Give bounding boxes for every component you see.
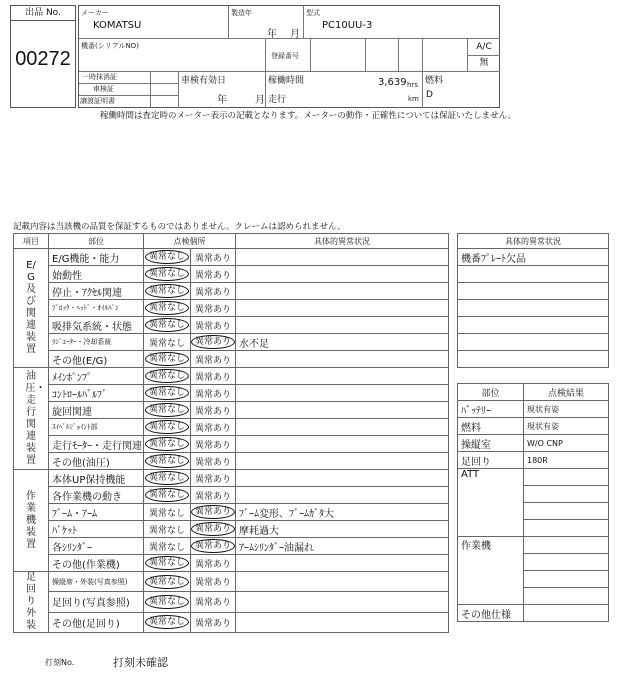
option-ng: 異常あり [194, 372, 231, 383]
serial-label: 機番(シリアルNO) [81, 42, 139, 50]
att-value [524, 520, 609, 537]
section-label [14, 368, 49, 470]
abnormal-detail [236, 300, 449, 317]
option-ok: 異常なし [145, 420, 189, 434]
hours-cell [266, 72, 423, 108]
hours-label: 稼働時間 [268, 76, 305, 86]
inspection-row [14, 504, 449, 521]
result-part: 操縦室 [458, 435, 524, 452]
result-row [458, 401, 609, 418]
option-ng: 異常あり [194, 598, 231, 609]
option-ng: 異常あり [194, 287, 231, 298]
option-ng: 異常あり [191, 505, 235, 519]
abnormal-detail: 水不足 [236, 334, 449, 351]
fuel-label: 燃料 [425, 76, 444, 86]
result-value: W/O CNP [524, 435, 609, 452]
serial-cell [79, 39, 266, 72]
part-name: その他(作業機) [49, 555, 144, 572]
year-cell [229, 6, 304, 39]
abnormal-row [458, 266, 609, 283]
travel-label: 走行 [268, 95, 287, 105]
option-ng: 異常あり [194, 440, 231, 451]
hours-value: 3,639 [378, 77, 407, 88]
abnormal-detail [236, 283, 449, 300]
option-ng: 異常あり [194, 389, 231, 400]
abnormal-detail [236, 436, 449, 453]
part-name: 始動性 [49, 266, 144, 283]
part-name: 各作業機の動き [49, 487, 144, 504]
att-value [524, 486, 609, 503]
inspection-row [14, 612, 449, 632]
lot-number-box [10, 5, 76, 108]
doc-temp-cancel: 一時抹消証 [79, 72, 151, 84]
option-ok: 異常なし [145, 437, 189, 451]
option-ng-cell[interactable] [191, 402, 236, 419]
abnormal-detail [236, 351, 449, 368]
part-name: 旋回関連 [49, 402, 144, 419]
option-ng: 異常あり [194, 406, 231, 417]
section-label [14, 249, 49, 368]
part-name: その他(油圧) [49, 453, 144, 470]
inspection-row [14, 419, 449, 436]
other-spec-label: その他仕様 [458, 605, 524, 622]
inspection-row [14, 402, 449, 419]
part-name: 本体UP保持機能 [49, 470, 144, 487]
option-ng-cell[interactable] [191, 504, 236, 521]
option-ok-cell[interactable] [144, 419, 191, 436]
option-ok: 異常なし [145, 488, 189, 502]
part-name: 各ｼﾘﾝﾀﾞｰ [49, 538, 144, 555]
option-ng: 異常あり [194, 618, 231, 629]
option-ng: 異常あり [194, 491, 231, 502]
abnormal-table [457, 233, 609, 368]
section-name: 作業機装置 [26, 490, 36, 550]
doc-transfer: 譲渡証明書 [79, 96, 151, 108]
result-part: 燃料 [458, 418, 524, 435]
result-value: 現状有姿 [524, 418, 609, 435]
section-label [14, 470, 49, 572]
abnormal-text [458, 283, 609, 300]
part-name: その他(足回り) [49, 612, 144, 632]
lot-label: 出品 No. [11, 6, 75, 21]
abnormal-detail [236, 470, 449, 487]
option-ng-cell[interactable] [191, 453, 236, 470]
doc-vehicle-inspection: 車検証 [79, 84, 151, 96]
registration-label: 登録番号 [271, 52, 299, 60]
option-ok-cell[interactable] [144, 300, 191, 317]
registration-label-cell [266, 39, 311, 72]
registration-cell-3 [399, 39, 423, 72]
header-part: 部位 [49, 234, 144, 249]
ac-label: A/C [468, 39, 500, 56]
doc-vehicle-inspection-value [151, 84, 179, 96]
inspection-row [14, 538, 449, 555]
machine-info-box [78, 5, 500, 108]
option-ng-cell[interactable] [191, 470, 236, 487]
option-ok-cell[interactable] [144, 470, 191, 487]
option-ok: 異常なし [145, 386, 189, 400]
option-ok-cell[interactable] [144, 317, 191, 334]
inspection-row [14, 436, 449, 453]
year-unit: 年 [267, 29, 277, 40]
option-ok: 異常なし [145, 369, 189, 383]
part-name: 操縦席・外装(写真参照) [49, 572, 144, 592]
option-ok: 異常なし [145, 352, 189, 366]
option-ok: 異常なし [145, 556, 189, 570]
option-ng-cell[interactable] [191, 612, 236, 632]
option-ok-cell[interactable] [144, 266, 191, 283]
option-ok-cell[interactable] [144, 612, 191, 632]
km-unit: km [408, 95, 419, 103]
option-ok-cell[interactable] [144, 487, 191, 504]
option-ok-cell[interactable] [144, 592, 191, 612]
option-ok: 異常なし [145, 267, 189, 281]
other-spec-row [458, 605, 609, 622]
option-ng-cell[interactable] [191, 385, 236, 402]
abnormal-text [458, 300, 609, 317]
work-value [524, 554, 609, 571]
model-cell [304, 6, 500, 39]
option-ng-cell[interactable] [191, 592, 236, 612]
disclaimer-note: 記載内容は当該機の品質を保証するものではありません。クレームは認められません。 [13, 222, 346, 232]
option-ok: 異常なし [145, 471, 189, 485]
result-row [458, 435, 609, 452]
header-checkpoint: 点検個所 [144, 234, 236, 249]
doc-transfer-value [151, 96, 179, 108]
option-ok-cell[interactable] [144, 334, 191, 351]
ac-value: 無 [468, 56, 500, 72]
part-name: その他(E/G) [49, 351, 144, 368]
model-value: PC10UU-3 [322, 20, 373, 31]
abnormal-row [458, 283, 609, 300]
abnormal-detail [236, 368, 449, 385]
fuel-cell [423, 72, 500, 108]
abnormal-detail [236, 402, 449, 419]
option-ng: 異常あり [191, 335, 235, 349]
option-ng-cell[interactable] [191, 419, 236, 436]
doc-temp-cancel-value [151, 72, 179, 84]
abnormal-detail [236, 572, 449, 592]
option-ok: 異常なし [148, 542, 185, 553]
result-part: 足回り [458, 452, 524, 469]
option-ng-cell[interactable] [191, 521, 236, 538]
option-ok: 異常なし [148, 338, 185, 349]
part-name: ﾌﾞｰﾑ・ｱｰﾑ [49, 504, 144, 521]
abnormal-detail [236, 487, 449, 504]
inspection-row [14, 266, 449, 283]
inspection-row [14, 470, 449, 487]
option-ok: 異常なし [145, 575, 189, 589]
maker-value: KOMATSU [93, 20, 142, 31]
abnormal-row [458, 334, 609, 351]
abnormal-detail: ｱｰﾑｼﾘﾝﾀﾞｰ油漏れ [236, 538, 449, 555]
inspection-row [14, 334, 449, 351]
results-table [457, 383, 609, 622]
work-value [524, 571, 609, 588]
registration-cell-1 [311, 39, 366, 72]
inspection-table [13, 233, 449, 633]
abnormal-detail [236, 385, 449, 402]
result-value: 180R [524, 452, 609, 469]
month-unit: 月 [290, 29, 300, 40]
abnormal-row [458, 351, 609, 368]
option-ng: 異常あり [194, 474, 231, 485]
abnormal-detail [236, 612, 449, 632]
part-name: ﾊﾞｹｯﾄ [49, 521, 144, 538]
lot-number: 00272 [15, 48, 71, 70]
part-name: 足回り(写真参照) [49, 592, 144, 612]
att-value [524, 469, 609, 486]
abnormal-text [458, 334, 609, 351]
option-ok: 異常なし [145, 454, 189, 468]
part-name: ｽｲﾍﾞﾙｼﾞｮｲﾝﾄ部 [49, 419, 144, 436]
meter-note: 稼働時間は査定時のメーター表示の記載となります。メーターの動作・正確性については保証いたしません。 [100, 111, 517, 121]
header-detail: 具体的異常状況 [236, 234, 449, 249]
option-ok-cell[interactable] [144, 504, 191, 521]
option-ok-cell[interactable] [144, 351, 191, 368]
inspection-row [14, 368, 449, 385]
option-ok: 異常なし [145, 318, 189, 332]
option-ng: 異常あり [194, 270, 231, 281]
option-ok-cell[interactable] [144, 368, 191, 385]
abnormal-text [458, 351, 609, 368]
inspection-month-unit: 月 [255, 95, 265, 106]
registration-cell-2 [366, 39, 399, 72]
section-name: 油圧・走行関連装置 [25, 370, 46, 466]
part-name: 吸排気系統・状態 [49, 317, 144, 334]
option-ng-cell[interactable] [191, 283, 236, 300]
inspection-row [14, 453, 449, 470]
inspection-row [14, 555, 449, 572]
result-row [458, 452, 609, 469]
inspection-row [14, 249, 449, 266]
model-label: 型式 [306, 9, 320, 17]
inspection-row [14, 300, 449, 317]
year-label: 製造年 [231, 9, 252, 17]
option-ng: 異常あり [194, 423, 231, 434]
inspection-row [14, 385, 449, 402]
part-name: ﾌﾞﾛｯｸ・ﾍｯﾄﾞ・ｵｲﾙﾊﾟﾝ [49, 300, 144, 317]
att-value [524, 503, 609, 520]
att-label: ATT [458, 469, 524, 537]
option-ok: 異常なし [145, 301, 189, 315]
maker-label: メーカー [81, 9, 109, 17]
results-header-result: 点検結果 [524, 384, 609, 401]
option-ok: 異常なし [148, 508, 185, 519]
fuel-value: D [426, 90, 433, 100]
section-label [14, 572, 49, 633]
abnormal-header: 具体的異常状況 [458, 234, 609, 249]
option-ng: 異常あり [194, 253, 231, 264]
option-ng-cell[interactable] [191, 334, 236, 351]
option-ok-cell[interactable] [144, 436, 191, 453]
option-ng-cell[interactable] [191, 538, 236, 555]
att-row [458, 469, 609, 486]
maker-cell [79, 6, 229, 39]
option-ng-cell[interactable] [191, 555, 236, 572]
abnormal-detail: 摩耗過大 [236, 521, 449, 538]
option-ng-cell[interactable] [191, 351, 236, 368]
option-ng-cell[interactable] [191, 572, 236, 592]
option-ng-cell[interactable] [191, 266, 236, 283]
part-name: 走行ﾓｰﾀｰ・走行関連 [49, 436, 144, 453]
header-item: 項目 [14, 234, 49, 249]
option-ok-cell[interactable] [144, 521, 191, 538]
inspection-row [14, 487, 449, 504]
work-row [458, 537, 609, 554]
hours-unit: hrs [407, 81, 418, 89]
abnormal-detail: ﾌﾞｰﾑ変形、ﾌﾞｰﾑｶﾞﾀ大 [236, 504, 449, 521]
inspection-year-unit: 年 [217, 95, 227, 106]
work-value [524, 537, 609, 554]
option-ng-cell[interactable] [191, 317, 236, 334]
result-row [458, 418, 609, 435]
option-ok-cell[interactable] [144, 385, 191, 402]
abnormal-text: 機番ﾌﾟﾚｰﾄ欠品 [458, 249, 609, 266]
option-ng: 異常あり [191, 522, 235, 536]
option-ok-cell[interactable] [144, 402, 191, 419]
option-ok-cell[interactable] [144, 538, 191, 555]
abnormal-detail [236, 317, 449, 334]
part-name: ﾒｲﾝﾎﾟﾝﾌﾟ [49, 368, 144, 385]
inspection-cell [179, 72, 266, 108]
option-ok: 異常なし [145, 284, 189, 298]
option-ng-cell[interactable] [191, 368, 236, 385]
abnormal-detail [236, 592, 449, 612]
option-ok: 異常なし [145, 250, 189, 264]
abnormal-text [458, 317, 609, 334]
option-ng-cell[interactable] [191, 436, 236, 453]
registration-cell-4 [423, 39, 468, 72]
option-ng: 異常あり [194, 559, 231, 570]
option-ng: 異常あり [194, 304, 231, 315]
option-ng: 異常あり [194, 578, 231, 589]
option-ng: 異常あり [194, 321, 231, 332]
other-spec-value [524, 605, 609, 622]
abnormal-detail [236, 555, 449, 572]
option-ng-cell[interactable] [191, 249, 236, 266]
option-ng: 異常あり [194, 355, 231, 366]
abnormal-row [458, 249, 609, 266]
inspection-row [14, 317, 449, 334]
option-ng: 異常あり [191, 539, 235, 553]
stamp-value: 打刻未確認 [113, 656, 168, 669]
abnormal-detail [236, 419, 449, 436]
part-name: ﾗｼﾞｴｰﾀｰ・冷却系統 [49, 334, 144, 351]
part-name: ｺﾝﾄﾛｰﾙﾊﾞﾙﾌﾞ [49, 385, 144, 402]
section-name: E/G及び関連装置 [26, 260, 36, 355]
work-value [524, 588, 609, 605]
inspection-row [14, 351, 449, 368]
results-header-part: 部位 [458, 384, 524, 401]
work-label: 作業機 [458, 537, 524, 605]
abnormal-detail [236, 249, 449, 266]
option-ok-cell[interactable] [144, 249, 191, 266]
result-part: ﾊﾞｯﾃﾘｰ [458, 401, 524, 418]
inspection-row [14, 572, 449, 592]
inspection-header-row [14, 234, 449, 249]
inspection-row [14, 283, 449, 300]
stamp-label: 打刻No. [45, 658, 75, 667]
option-ng-cell[interactable] [191, 487, 236, 504]
result-value: 現状有姿 [524, 401, 609, 418]
option-ok-cell[interactable] [144, 283, 191, 300]
abnormal-detail [236, 453, 449, 470]
abnormal-row [458, 317, 609, 334]
option-ok: 異常なし [145, 403, 189, 417]
option-ok: 異常なし [148, 525, 185, 536]
abnormal-row [458, 300, 609, 317]
section-name: 足回り外装 [26, 572, 36, 631]
option-ng-cell[interactable] [191, 300, 236, 317]
option-ok: 異常なし [145, 595, 189, 609]
option-ok-cell[interactable] [144, 453, 191, 470]
abnormal-text [458, 266, 609, 283]
inspection-label: 車検有効日 [181, 76, 227, 86]
option-ok-cell[interactable] [144, 555, 191, 572]
option-ok-cell[interactable] [144, 572, 191, 592]
inspection-row [14, 521, 449, 538]
option-ng: 異常あり [194, 457, 231, 468]
part-name: 停止・ｱｸｾﾙ関連 [49, 283, 144, 300]
abnormal-detail [236, 266, 449, 283]
option-ok: 異常なし [145, 615, 189, 629]
part-name: E/G機能・能力 [49, 249, 144, 266]
inspection-row [14, 592, 449, 612]
